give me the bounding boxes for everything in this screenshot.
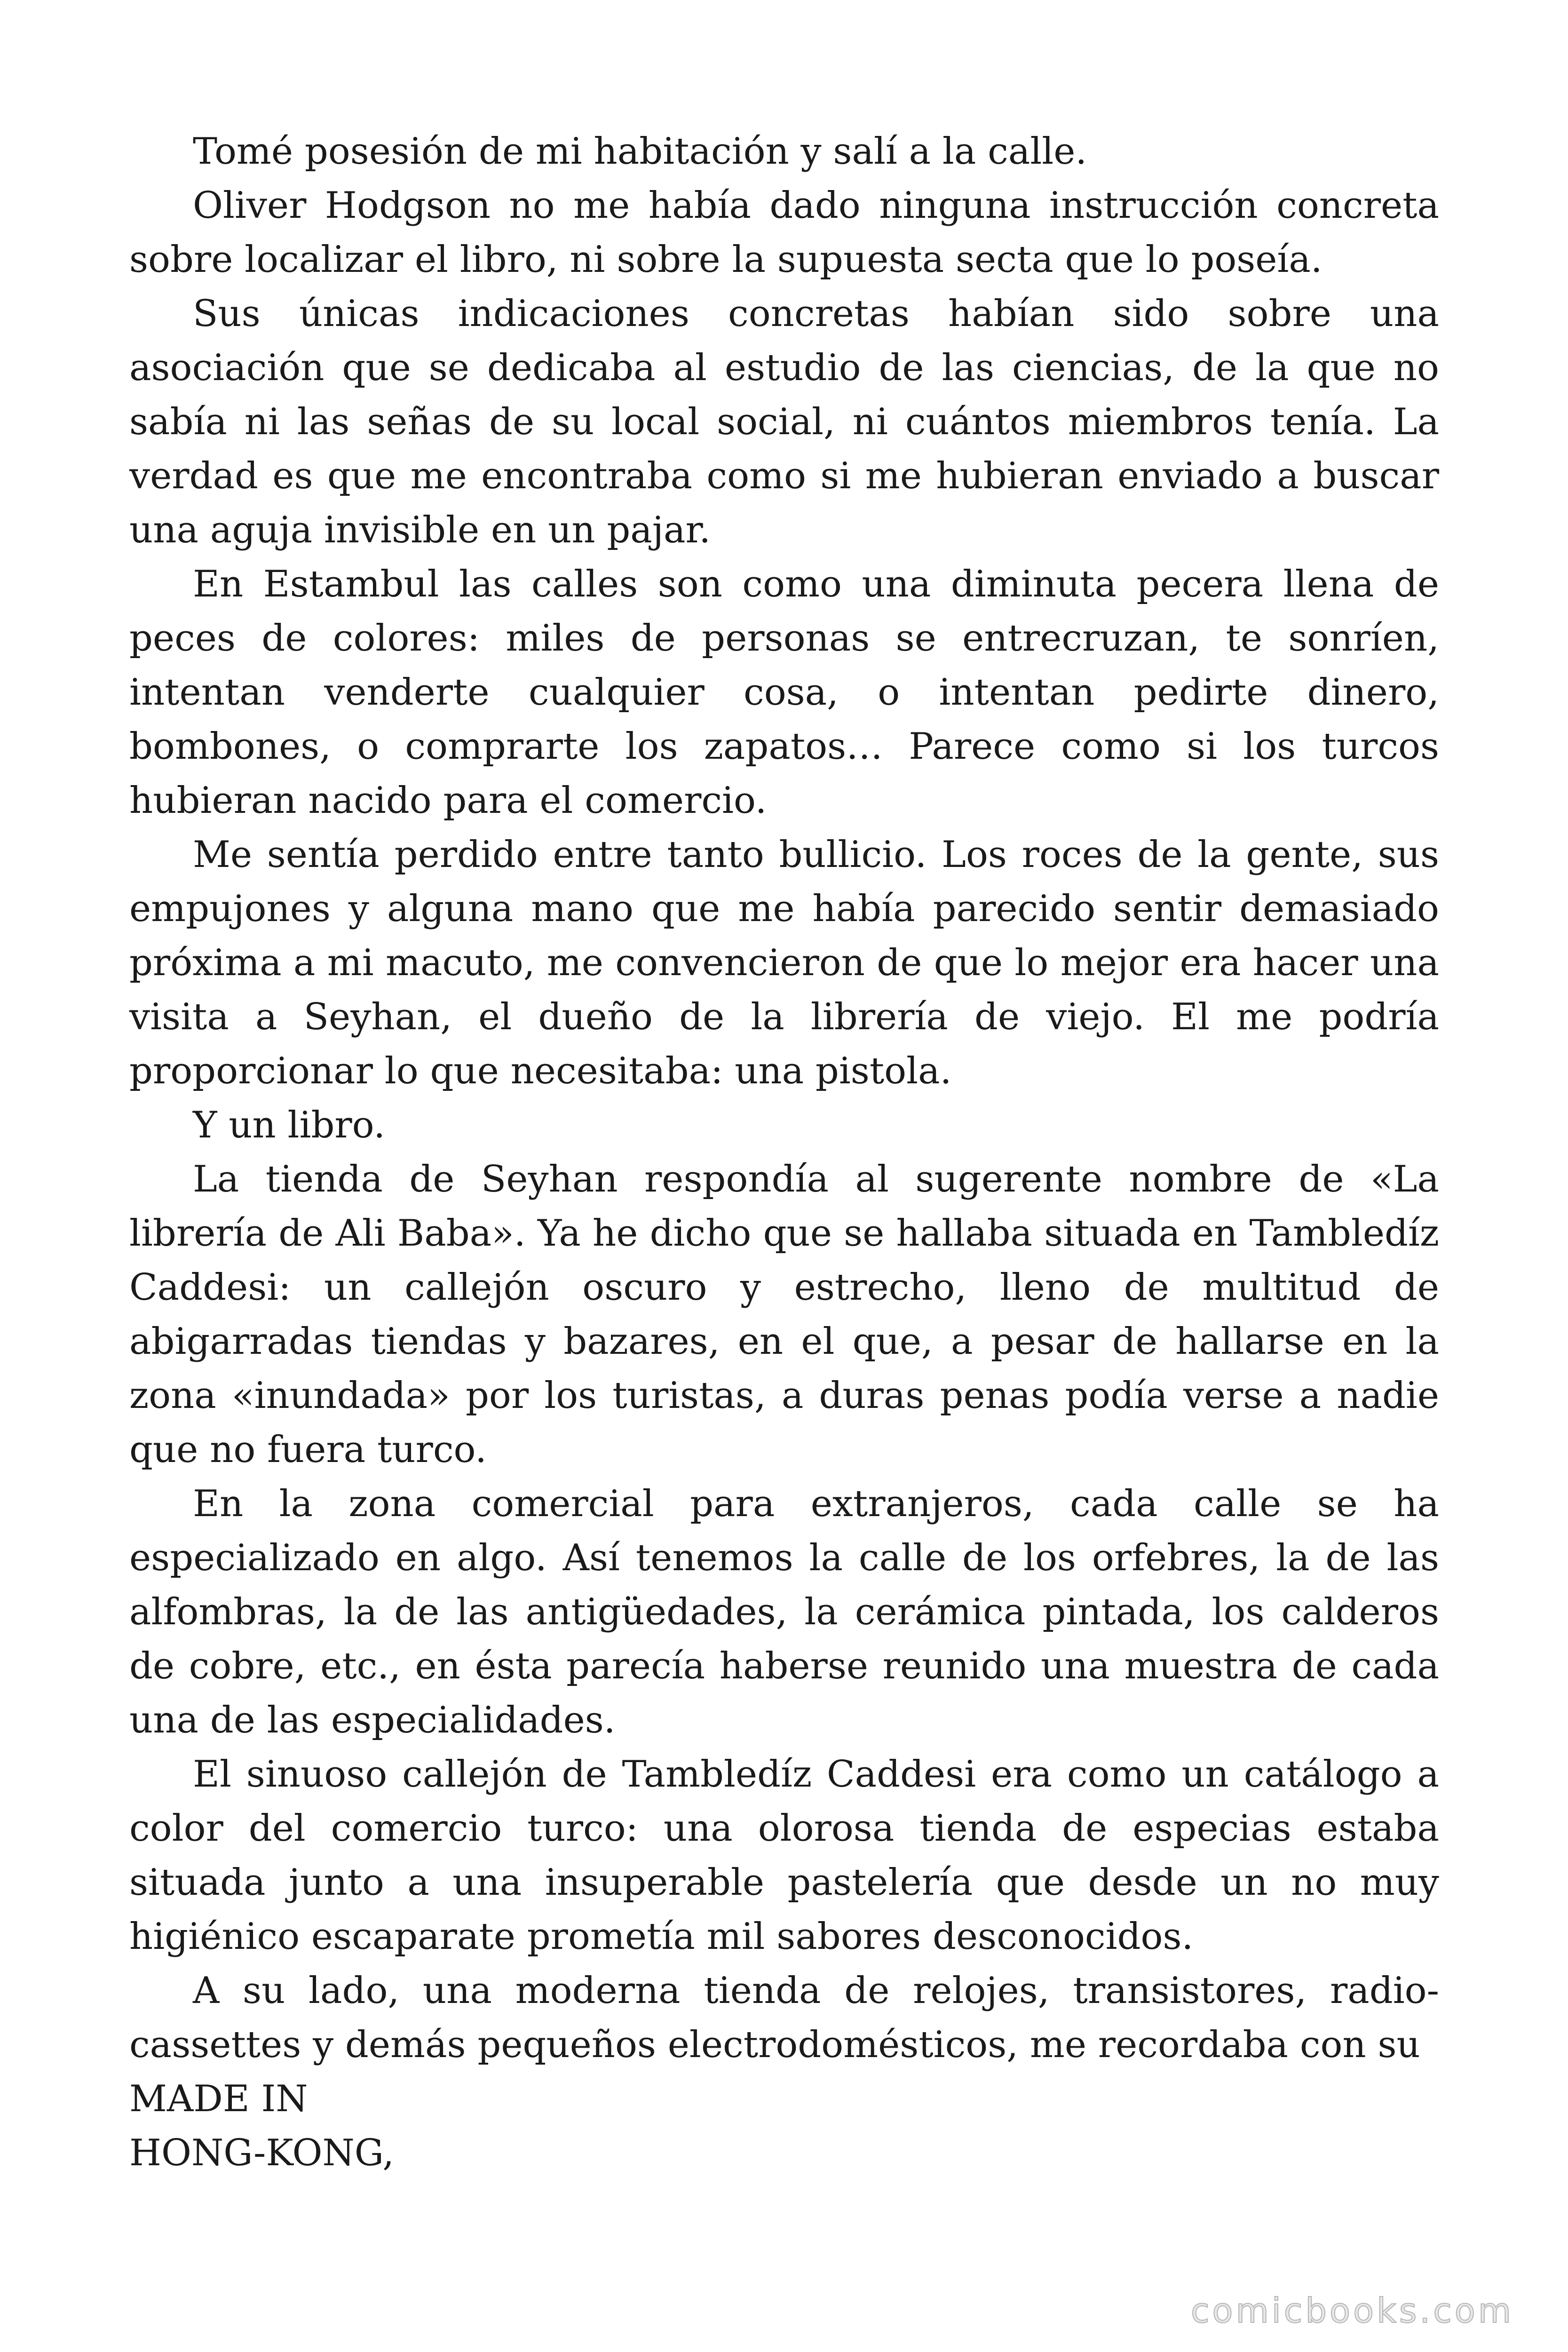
trailing-line: MADE IN bbox=[129, 2078, 308, 2120]
page-body-text bbox=[129, 125, 1439, 2180]
paragraph: Me sentía perdido entre tanto bullicio. Los roces de la gente, sus empujones y alguna mano que me había parecido sentir demasiado próxima a mi macuto, me convencieron de que lo mejor era hacer una visita a Seyhan, el dueño de la librería de viejo. El me podría proporcionar lo que necesitaba: una pistola. bbox=[129, 834, 1439, 1092]
paragraph: Sus únicas indicaciones concretas habían sido sobre una asociación que se dedicaba al estudio de las ciencias, de la que no sabía ni las señas de su local social, ni cuántos miembros tenía. La verdad es que me encontraba como si me hubieran enviado a buscar una aguja invisible en un pajar. bbox=[129, 293, 1439, 551]
paragraph: A su lado, una moderna tienda de relojes, transistores, radio-cassettes y demás pequeños electrodomésticos, me recordaba con su bbox=[129, 1970, 1439, 2066]
paragraph: Oliver Hodgson no me había dado ninguna instrucción concreta sobre localizar el libro, ni sobre la supuesta secta que lo poseía. bbox=[129, 184, 1439, 281]
trailing-line: HONG-KONG, bbox=[129, 2132, 395, 2174]
paragraph: Tomé posesión de mi habitación y salí a la calle. bbox=[193, 130, 1087, 173]
paragraph: Y un libro. bbox=[193, 1104, 386, 1146]
paragraph: El sinuoso callejón de Tambledíz Caddesi era como un catálogo a color del comercio turco: una olorosa tienda de especias estaba situada junto a una insuperable pastelería que desde un no muy higiénico escaparate prometía mil sabores desconocidos. bbox=[129, 1753, 1439, 1958]
paragraph: En la zona comercial para extranjeros, cada calle se ha especializado en algo. Así tenemos la calle de los orfebres, la de las alfombras, la de las antigüedades, la cerámica pintada, los calderos de cobre, etc., en ésta parecía haberse reunido una muestra de cada una de las especialidades. bbox=[129, 1483, 1439, 1741]
paragraph: La tienda de Seyhan respondía al sugerente nombre de «La librería de Ali Baba». Ya he dicho que se hallaba situada en Tambledíz Caddesi: un callejón oscuro y estrecho, lleno de multitud de abigarradas tiendas y bazares, en el que, a pesar de hallarse en la zona «inundada» por los turistas, a duras penas podía verse a nadie que no fuera turco. bbox=[129, 1158, 1439, 1471]
paragraph: En Estambul las calles son como una diminuta pecera llena de peces de colores: miles de personas se entrecruzan, te sonríen, intentan venderte cualquier cosa, o intentan pedirte dinero, bombones, o comprarte los zapatos… Parece como si los turcos hubieran nacido para el comercio. bbox=[129, 563, 1439, 822]
watermark: comicbooks.com bbox=[1190, 2291, 1514, 2330]
